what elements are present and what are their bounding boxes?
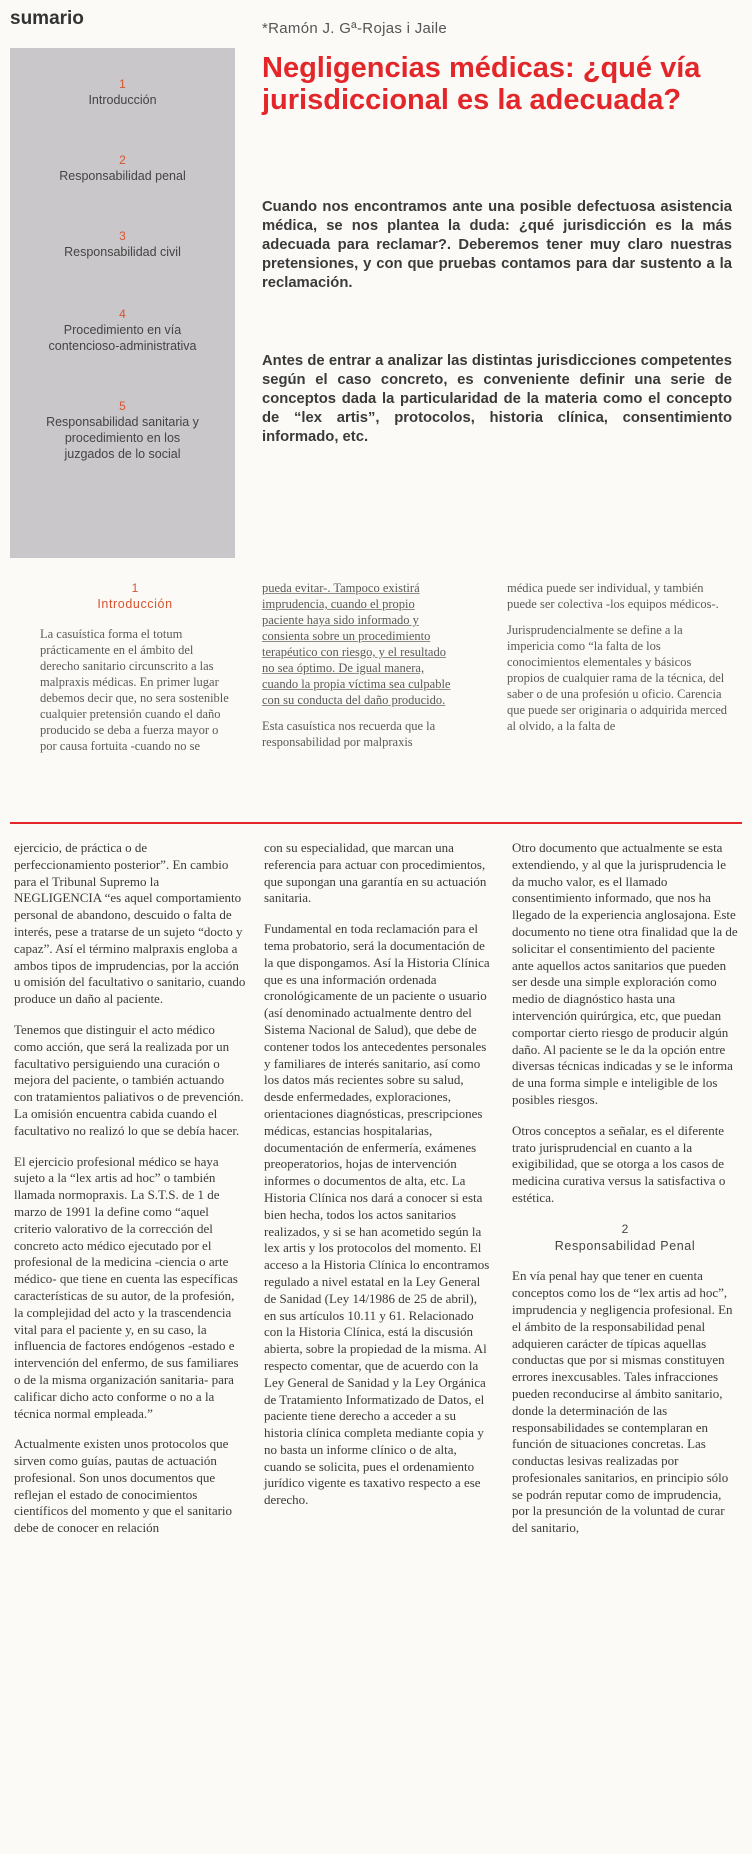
- intro-paragraph: Cuando nos encontramos ante una posible defectuosa asistencia médica, se nos plantea la duda: ¿qué jurisdicción es la más adecuada para reclamar?. Deberemos tener muy claro nuestras pretensiones, y con que pruebas contamos para dar sustento a la reclamación.: [262, 199, 732, 291]
- paragraph: médica puede ser individual, y también puede ser colectiva -los equipos médicos-.: [507, 581, 719, 611]
- section-title: Introducción: [97, 597, 173, 611]
- toc-item[interactable]: 5 Responsabilidad sanitaria y procedimiento en los juzgados de lo social: [46, 399, 199, 461]
- intro-paragraph: Antes de entrar a analizar las distintas jurisdicciones competentes según el caso concreto, es conveniente definir una serie de conceptos dada la particularidad de la materia como el concepto de “lex artis”, protocolos, historia clínica, consentimiento informado, etc.: [262, 353, 732, 445]
- section-title: Responsabilidad Penal: [554, 1238, 696, 1253]
- paragraph: Otros conceptos a señalar, es el diferente trato jurisprudencial en cuanto a la exigibilidad, que se otorga a los casos de medicina curativa versus la satisfactiva o estética.: [512, 1122, 726, 1205]
- table-of-contents: [10, 48, 235, 558]
- section-divider: [10, 822, 742, 824]
- paragraph: pueda evitar-. Tampoco existirá imprudencia, cuando el propio paciente haya sido informado y consienta sobre un procedimiento terapéutico con riesgo, y el resultado no sea óptimo. De igual manera, cuando la propia víctima sea culpable con su conducta del daño producido.: [262, 581, 451, 707]
- upper-column-1: [40, 580, 230, 764]
- section-number: 2: [621, 1221, 629, 1236]
- paragraph: con su especialidad, que marcan una referencia para actuar con procedimientos, que supongan una garantía en su actuación sanitaria.: [264, 840, 487, 906]
- toc-item[interactable]: 4 Procedimiento en vía contencioso-administrativa: [48, 307, 197, 353]
- paragraph: Fundamental en toda reclamación para el tema probatorio, será la documentación de la que dispongamos. Así la Historia Clínica que es una información ordenada cronológicamente de un paciente o usuario (así denominado actualmente dentro del Sistema Nacional de Salud), que debe de contener todos los antecedentes personales y familiares de interés sanitario, así como los datos más recientes sobre su salud, desde enfermedades, exploraciones, orientaciones diagnósticas, prescripciones médicas, estancias hospitalarias, documentación de enfermería, exámenes preoperatorios, hojas de intervención informes o documentos de alta, etc. La Historia Clínica nos dará a conocer si esta bien hecha, todos los actos sanitarios realizados, y si se han acometido según la lex artis y los protocolos del momento. El acceso a la Historia Clínica lo encontramos regulado a nivel estatal en la Ley General de Sanidad (Ley 14/1986 de 25 de abril), en sus artículos 10.11 y 61. Relacionado con la Historia Clínica, está la discusión abierta, sobre la propiedad de la misma. Al respecto comentar, que de acuerdo con la Ley General de Sanidad y la Ley Orgánica de Tratamiento Informatizado de Datos, el paciente tiene derecho a acceder a su historia clínica completa mediante copia y no basta un informe clínico o de alta, cuando se solicita, pues el ordenamiento jurídico vigente es taxativo respecto a ese derecho.: [264, 921, 490, 1508]
- paragraph: Actualmente existen unos protocolos que sirven como guías, pautas de actuación profesional. Son unos documentos que reflejan el estado de conocimientos científicos del momento y que el sanitario debe de conocer en relación: [14, 1436, 233, 1536]
- section-label: sumario: [10, 8, 84, 29]
- author-byline: *Ramón J. Gª-Rojas i Jaile: [262, 20, 448, 37]
- paragraph: ejercicio, de práctica o de perfeccionamiento posterior”. En cambio para el Tribunal Supremo la NEGLIGENCIA “es aquel comportamiento personal de abandono, descuido o falta de interés, pese a tratarse de un sujeto “docto y capaz”. Así el término malpraxis engloba a ambos tipos de imprudencias, por la acción u omisión del facultativo o sanitario, cuando produce un daño al paciente.: [14, 840, 246, 1007]
- lower-column-3: [512, 840, 738, 1551]
- paragraph: Tenemos que distinguir el acto médico como acción, que será la realizada por un facultativo persiguiendo una curación o mejora del paciente, o también actuando con tratamientos paliativos o de prevención. La omisión encuentra cabida cuando el facultativo no realizó lo que se debía hacer.: [14, 1021, 244, 1138]
- upper-column-2: [262, 580, 452, 760]
- lower-column-2: [264, 840, 490, 1523]
- paragraph: La casuística forma el totum prácticamente en el ámbito del derecho sanitario circunscrito a las malpraxis médicas. En primer lugar debemos decir que, no sera sostenible cualquier pretensión cuando el daño producido se deba a fuerza mayor o por causa fortuita -cuando no se: [40, 627, 229, 753]
- upper-column-3: [507, 580, 729, 744]
- toc-item[interactable]: 3 Responsabilidad civil: [64, 229, 181, 259]
- paragraph: Otro documento que actualmente se esta extendiendo, y al que la jurisprudencia le da mucho valor, es el llamado consentimiento informado, que nos ha llegado de la experiencia anglosajona. Este documento no tiene otra finalidad que la de solicitar el consentimiento del paciente ante aquellos actos sanitarios que pueden ser desde una simple exploración como medio de diagnóstico hasta una intervención quirúrgica, etc, que puedan comportar cierto riesgo de producir algún daño. Al paciente se le da la opción entre diversas técnicas indicadas y se le informa de una forma simple e inteligible de los posibles riesgos.: [512, 840, 738, 1107]
- toc-item[interactable]: 2 Responsabilidad penal: [59, 153, 186, 183]
- paragraph: El ejercicio profesional médico se haya sujeto a la “lex artis ad hoc” o también llamada normopraxis. La S.T.S. de 1 de marzo de 1991 la define como “aquel criterio valorativo de la corrección del concreto acto médico ejecutado por el profesional de la medicina -ciencia o arte médico- que tiene en cuenta las específicas características de su autor, de la profesión, la complejidad del acto y la trascendencia vital para el paciente y, en su caso, la influencia de factores endógenos -estado e intervención del enfermo, de sus familiares o de la misma organización sanitaria- para calificar dicho acto conforme o no a la técnica normal empleada.”: [14, 1153, 239, 1421]
- section-number: 1: [131, 581, 139, 595]
- paragraph: Jurisprudencialmente se define a la impericia como “la falta de los conocimientos elementales y básicos propios de cualquier rama de la técnica, del saber o de una profesión u oficio. Carencia que puede ser originaria o adquirida merced al olvido, a la falta de: [507, 623, 728, 733]
- article-title: Negligencias médicas: ¿qué vía jurisdiccional es la adecuada?: [262, 52, 701, 116]
- lower-column-1: [14, 840, 246, 1551]
- paragraph: En vía penal hay que tener en cuenta conceptos como los de “lex artis ad hoc”, imprudencia y negligencia profesional. En el ámbito de la responsabilidad penal adquieren carácter de típicas aquellas conductas que por si mismas constituyen errores inexcusables. Tales infracciones pueden reconducirse al ámbito sanitario, donde la determinación de las responsabilidades se contemplaran en función de situaciones concretas. Las conductas lesivas realizadas por profesionales sanitarios, en principio sólo se podrán reputar como de imprudencia, por la presunción de la voluntad de curar del sanitario,: [512, 1268, 733, 1536]
- paragraph: Esta casuística nos recuerda que la responsabilidad por malpraxis: [262, 719, 436, 749]
- toc-item[interactable]: 1 Introducción: [88, 77, 157, 107]
